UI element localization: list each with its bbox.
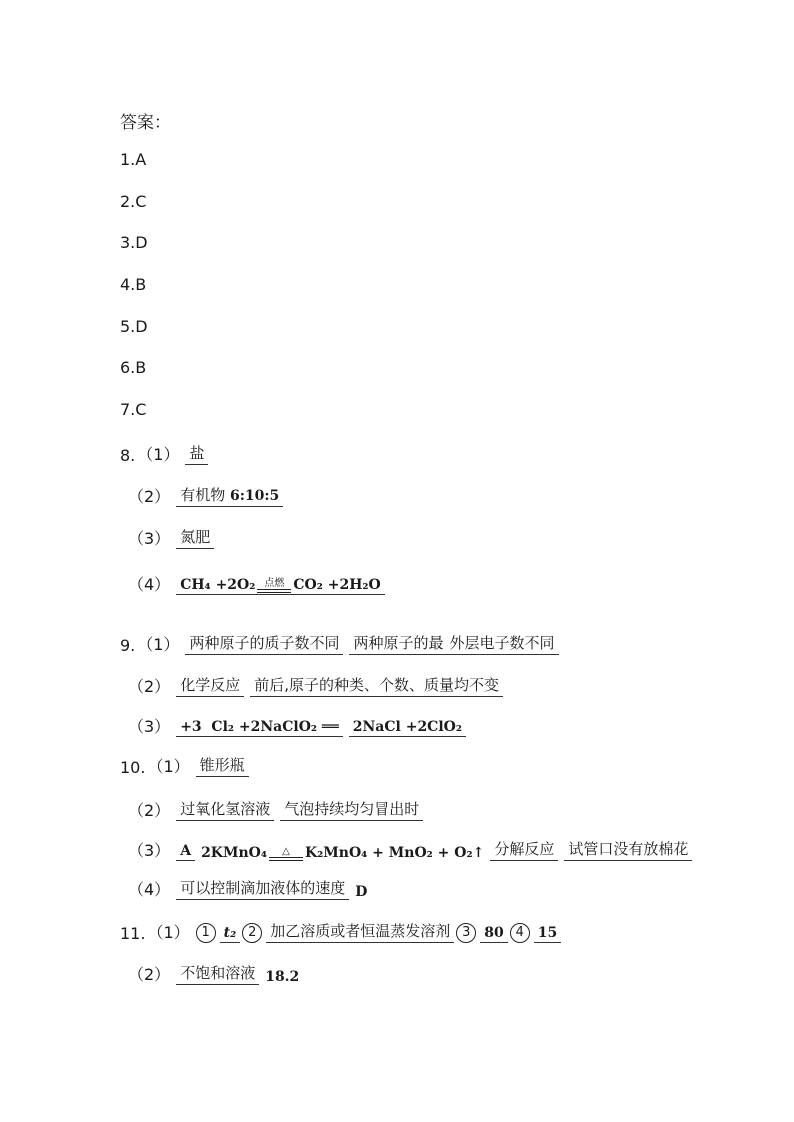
fill-answer: 可以控制滴加液体的速度: [176, 877, 349, 900]
question-number: 11.: [120, 924, 146, 943]
condition-text: △: [282, 846, 290, 857]
fill-answer: 80: [480, 925, 507, 943]
question-number: 6.: [120, 358, 136, 377]
equation-right: CO₂ +2H₂O: [293, 577, 381, 593]
title-text: 答案：: [120, 113, 171, 133]
question-number: 5.: [120, 317, 136, 336]
part-label: （1）: [147, 757, 190, 776]
answer-6: [120, 358, 146, 377]
fill-answer: [176, 484, 283, 507]
choice-answer: D: [135, 317, 148, 336]
part-label: （1）: [137, 445, 180, 464]
answer-10-part-3: [128, 838, 698, 861]
circled-number-2: 2: [242, 923, 262, 943]
question-number: 2.: [120, 192, 136, 211]
condition-text: 点燃: [264, 578, 285, 589]
chemical-equation: [176, 577, 385, 595]
answer-10-part-2: [128, 798, 429, 821]
circled-number-4: 4: [510, 923, 530, 943]
part-label: （2）: [128, 801, 171, 820]
answer-10-part-4: [128, 877, 373, 900]
answer-10-part-1: [120, 754, 255, 777]
answer-8-part-4: [128, 572, 391, 595]
answer-11-part-2: [128, 962, 305, 985]
answer-9-part-3: [128, 714, 472, 737]
part-label: （4）: [128, 575, 171, 594]
fill-answer: 外层电子数不同: [443, 632, 558, 655]
circled-number-1: 1: [196, 923, 216, 943]
question-number: 3.: [120, 233, 136, 252]
equals-bar: [257, 589, 291, 593]
fill-answer: A: [176, 843, 195, 861]
equation-left: Cl₂ +2NaClO₂: [211, 719, 318, 735]
chemical-equation: [201, 845, 484, 861]
answer-8-part-1: [120, 442, 214, 465]
fill-answer: 加乙溶质或者恒温蒸发溶剂: [266, 920, 454, 943]
fill-answer: 盐: [185, 442, 208, 465]
answer-2: [120, 192, 146, 211]
reaction-condition: [269, 846, 303, 861]
fill-answer: 气泡持续均匀冒出时: [280, 798, 423, 821]
equals-bar: [269, 857, 303, 861]
fill-answer: 两种原子的质子数不同: [185, 632, 343, 655]
choice-answer: C: [135, 400, 147, 419]
part-label: （1）: [137, 635, 180, 654]
equals-sign: ══: [321, 719, 339, 735]
question-number: 1.: [120, 150, 136, 169]
answer-8-part-2: [128, 484, 289, 507]
answer-4: [120, 275, 146, 294]
answer-3: [120, 233, 148, 252]
valence-answer: +3: [180, 719, 202, 735]
answer-9-part-2: [128, 674, 509, 697]
part-label: （2）: [128, 965, 171, 984]
chemical-equation: [176, 719, 343, 737]
fill-answer: t₂: [220, 925, 241, 943]
fill-answer: 化学反应: [176, 674, 244, 697]
fill-answer: 氮肥: [176, 526, 214, 549]
part-label: （2）: [128, 677, 171, 696]
part-label: （2）: [128, 487, 171, 506]
question-number: 10.: [120, 758, 146, 777]
fill-answer: 18.2: [265, 969, 300, 985]
equation-left: 2KMnO₄: [201, 845, 267, 861]
choice-answer: B: [135, 358, 147, 377]
question-number: 9.: [120, 636, 136, 655]
question-number: 4.: [120, 275, 136, 294]
fill-answer: D: [355, 884, 368, 900]
answer-5: [120, 317, 148, 336]
answer-8-part-3: [128, 526, 220, 549]
circled-number-3: 3: [456, 923, 476, 943]
fill-text: 有机物: [180, 486, 226, 504]
answer-11-part-1: [120, 920, 567, 943]
fill-answer: 过氧化氢溶液: [176, 798, 274, 821]
fill-answer: 分解反应: [490, 838, 558, 861]
question-number: 8.: [120, 446, 136, 465]
part-label: （1）: [147, 923, 190, 942]
part-label: （3）: [128, 717, 171, 736]
fill-answer: 试管口没有放棉花: [564, 838, 692, 861]
question-number: 7.: [120, 400, 136, 419]
reaction-condition: [257, 578, 291, 593]
equation-right: K₂MnO₄ + MnO₂ + O₂↑: [304, 845, 485, 861]
choice-answer: A: [135, 150, 147, 169]
part-label: （3）: [128, 529, 171, 548]
fill-answer: 锥形瓶: [196, 754, 249, 777]
ratio-text: 6:10:5: [229, 488, 280, 504]
answer-1: [120, 150, 146, 169]
choice-answer: B: [135, 275, 147, 294]
fill-answer: 不饱和溶液: [176, 962, 259, 985]
answer-9-part-1: [120, 632, 565, 655]
equation-left: CH₄ +2O₂: [180, 577, 256, 593]
page-title: [120, 108, 171, 133]
fill-answer: 前后,原子的种类、个数、质量均不变: [250, 674, 503, 697]
choice-answer: D: [135, 233, 148, 252]
part-label: （3）: [128, 841, 171, 860]
equation-right: 2NaCl +2ClO₂: [349, 719, 466, 737]
fill-answer: 15: [534, 925, 561, 943]
answer-7: [120, 400, 146, 419]
choice-answer: C: [135, 192, 147, 211]
fill-answer: 两种原子的最: [349, 632, 443, 655]
part-label: （4）: [128, 880, 171, 899]
